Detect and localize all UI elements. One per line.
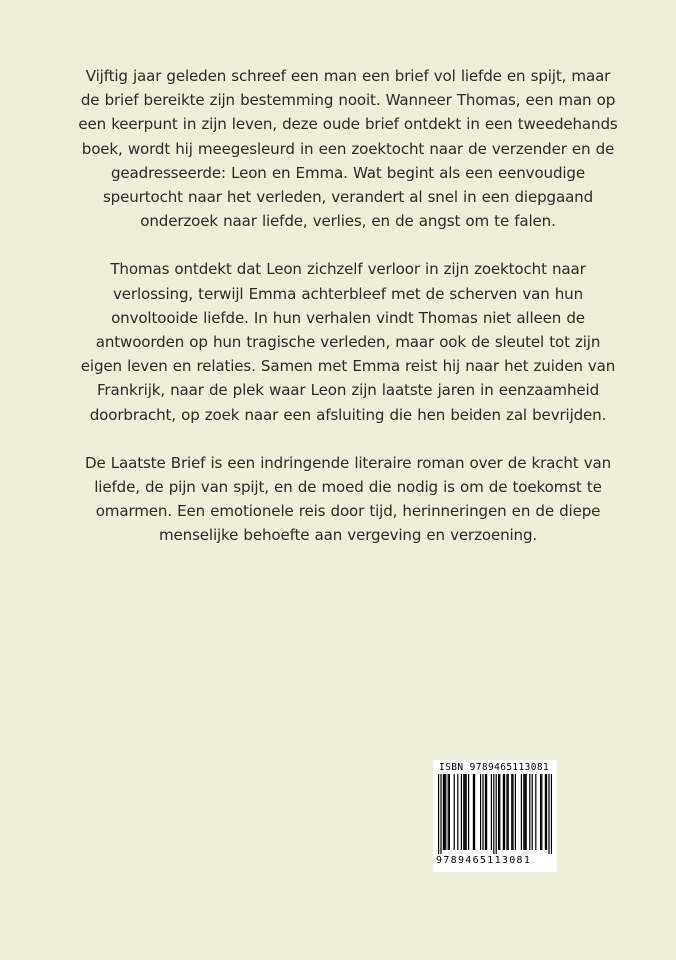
barcode-bar xyxy=(551,774,552,854)
barcode-bar xyxy=(440,774,441,854)
barcode-bar xyxy=(511,774,512,850)
blurb-paragraph-1: Vijftig jaar geleden schreef een man een brief vol liefde en spijt, maar de brief bereikte zijn bestemming nooit. Wanneer Thomas, een man op een keerpunt in zijn leven, deze oude brief ontdekt in een tweedehands boek, wordt hij meegesleurd in een zoektocht naar de verzender en de geadresseerde: Leon en Emma. Wat begint als een eenvoudige speurtocht naar het verleden, verandert al snel in een diepgaand onderzoek naar liefde, verlies, en de angst om te falen. xyxy=(78,67,618,231)
barcode-bar xyxy=(524,774,525,850)
barcode-bar xyxy=(491,774,492,850)
barcode-bar xyxy=(449,774,450,850)
barcode-bar xyxy=(521,774,522,850)
back-cover-blurb xyxy=(78,64,618,572)
barcode-bar xyxy=(493,774,494,854)
barcode-bar xyxy=(504,774,505,850)
barcode-bar xyxy=(545,774,546,850)
barcode-bar xyxy=(535,774,536,850)
barcode-bar xyxy=(482,774,483,850)
barcode-bar xyxy=(498,774,499,850)
barcode-bar xyxy=(474,774,475,850)
barcode-bar xyxy=(468,774,469,850)
barcode-bar xyxy=(523,774,524,850)
isbn-barcode xyxy=(433,760,557,872)
isbn-label: ISBN 9789465113081 xyxy=(439,762,550,773)
barcode-bar xyxy=(461,774,462,850)
barcode-bar xyxy=(526,774,527,850)
barcode-bar xyxy=(515,774,516,850)
barcode-bar xyxy=(473,774,474,850)
blurb-paragraph-3: De Laatste Brief is een indringende literaire roman over de kracht van liefde, de pijn van spijt, en de moed die nodig is om de toekomst te omarmen. Een emotionele reis door tijd, herinneringen en de diepe menselijke behoefte aan vergeving en verzoening. xyxy=(84,453,612,545)
barcode-bar xyxy=(480,774,481,850)
barcode-bar xyxy=(448,774,449,850)
blurb-paragraph-2: Thomas ontdekt dat Leon zichzelf verloor in zijn zoektocht naar verlossing, terwijl Emma achterbleef met de scherven van hun onvoltooide liefde. In hun verhalen vindt Thomas niet alleen de antwoorden op hun tragische verleden, maar ook de sleutel tot zijn eigen leven en relaties. Samen met Emma reist hij naar het zuiden van Frankrijk, naar de plek waar Leon zijn laatste jaren in eenzaamheid doorbracht, op zoek naar een afsluiting die hen beiden zal bevrijden. xyxy=(80,260,616,424)
barcode-bar xyxy=(532,774,533,850)
barcode-bar xyxy=(548,774,549,854)
barcode-bar xyxy=(438,774,439,854)
barcode-bar xyxy=(546,774,547,850)
barcode-bar xyxy=(486,774,487,850)
barcode-bar xyxy=(506,774,507,850)
barcode-bar xyxy=(485,774,486,850)
barcode-bar xyxy=(443,774,444,850)
barcode-bar xyxy=(540,774,541,850)
barcode-bar xyxy=(496,774,497,854)
barcode-bar xyxy=(444,774,445,850)
barcode-bar xyxy=(454,774,455,850)
barcode-bar xyxy=(457,774,458,850)
barcode-bar xyxy=(512,774,513,850)
barcode-bar xyxy=(529,774,530,850)
barcode-bar xyxy=(464,774,465,850)
barcode-bar xyxy=(445,774,446,850)
barcode-bar xyxy=(499,774,500,850)
barcode-bar xyxy=(503,774,504,850)
barcode-bar xyxy=(541,774,542,850)
barcode-bar xyxy=(463,774,464,850)
barcode-bar xyxy=(508,774,509,850)
barcode-digits: 9789465113081 xyxy=(436,855,532,866)
barcode-bar xyxy=(466,774,467,850)
barcode-bars xyxy=(436,774,554,854)
